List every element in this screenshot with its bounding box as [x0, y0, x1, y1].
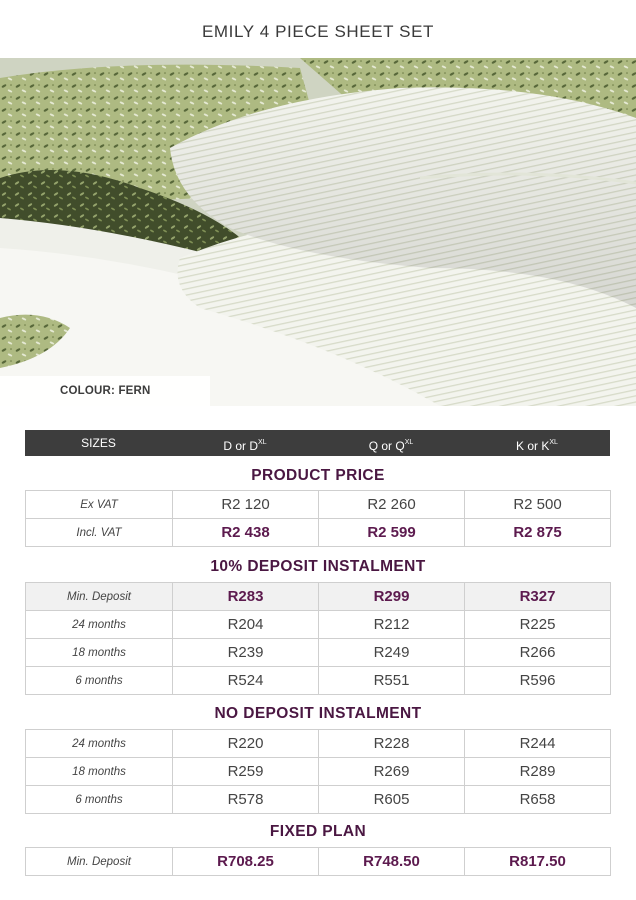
header-size-king: K or $K^{XL}$ [516, 439, 558, 453]
price-cell: R817.50 [465, 848, 611, 876]
table-row [26, 730, 611, 758]
colour-label: COLOUR: FERN [0, 376, 210, 406]
price-cell: R299 [319, 583, 465, 611]
price-cell: R605 [319, 786, 465, 814]
price-cell: R212 [319, 611, 465, 639]
price-cell: R596 [465, 667, 611, 695]
fixed-plan-title: FIXED PLAN [269, 823, 367, 840]
row-label: Incl. VAT [26, 519, 173, 547]
table-row [26, 639, 611, 667]
price-cell: R244 [465, 730, 611, 758]
row-label: Ex VAT [26, 491, 173, 519]
price-cell: R748.50 [319, 848, 465, 876]
row-label: Min. Deposit [26, 583, 173, 611]
price-cell: R578 [173, 786, 319, 814]
row-label: 18 months [26, 758, 173, 786]
table-row [26, 583, 611, 611]
row-label: 24 months [26, 611, 173, 639]
price-cell: R2 599 [319, 519, 465, 547]
table-row [26, 786, 611, 814]
price-cell: R289 [465, 758, 611, 786]
price-cell: R708.25 [173, 848, 319, 876]
product-price-title: PRODUCT PRICE [251, 467, 385, 484]
table-row [26, 758, 611, 786]
row-label: 24 months [26, 730, 173, 758]
price-cell: R269 [319, 758, 465, 786]
deposit-instalment-title: 10% DEPOSIT INSTALMENT [210, 558, 426, 575]
price-cell: R249 [319, 639, 465, 667]
price-cell: R2 438 [173, 519, 319, 547]
table-row [26, 519, 611, 547]
no-deposit-instalment-table [25, 729, 611, 814]
price-cell: R228 [319, 730, 465, 758]
fixed-plan-table [25, 847, 611, 876]
table-row [26, 611, 611, 639]
header-sizes: SIZES [81, 436, 116, 450]
price-cell: R225 [465, 611, 611, 639]
price-cell: R259 [173, 758, 319, 786]
product-price-table [25, 490, 611, 547]
deposit-instalment-table [25, 582, 611, 695]
price-cell: R658 [465, 786, 611, 814]
price-cell: R266 [465, 639, 611, 667]
price-cell: R327 [465, 583, 611, 611]
price-cell: R524 [173, 667, 319, 695]
header-size-queen: Q or $Q^{XL}$ [368, 439, 414, 453]
price-cell: R551 [319, 667, 465, 695]
product-photo [0, 58, 636, 406]
table-row [26, 848, 611, 876]
price-cell: R2 500 [465, 491, 611, 519]
no-deposit-instalment-title: NO DEPOSIT INSTALMENT [214, 705, 422, 722]
price-cell: R283 [173, 583, 319, 611]
table-row [26, 667, 611, 695]
page-title: EMILY 4 PIECE SHEET SET [201, 22, 435, 41]
price-cell: R220 [173, 730, 319, 758]
row-label: Min. Deposit [26, 848, 173, 876]
header-size-double: D or $D^{XL}$ [223, 439, 267, 453]
table-row [26, 491, 611, 519]
sizes-header [25, 430, 610, 456]
price-cell: R2 875 [465, 519, 611, 547]
row-label: 6 months [26, 786, 173, 814]
price-cell: R239 [173, 639, 319, 667]
price-cell: R2 120 [173, 491, 319, 519]
price-cell: R204 [173, 611, 319, 639]
row-label: 18 months [26, 639, 173, 667]
price-cell: R2 260 [319, 491, 465, 519]
row-label: 6 months [26, 667, 173, 695]
